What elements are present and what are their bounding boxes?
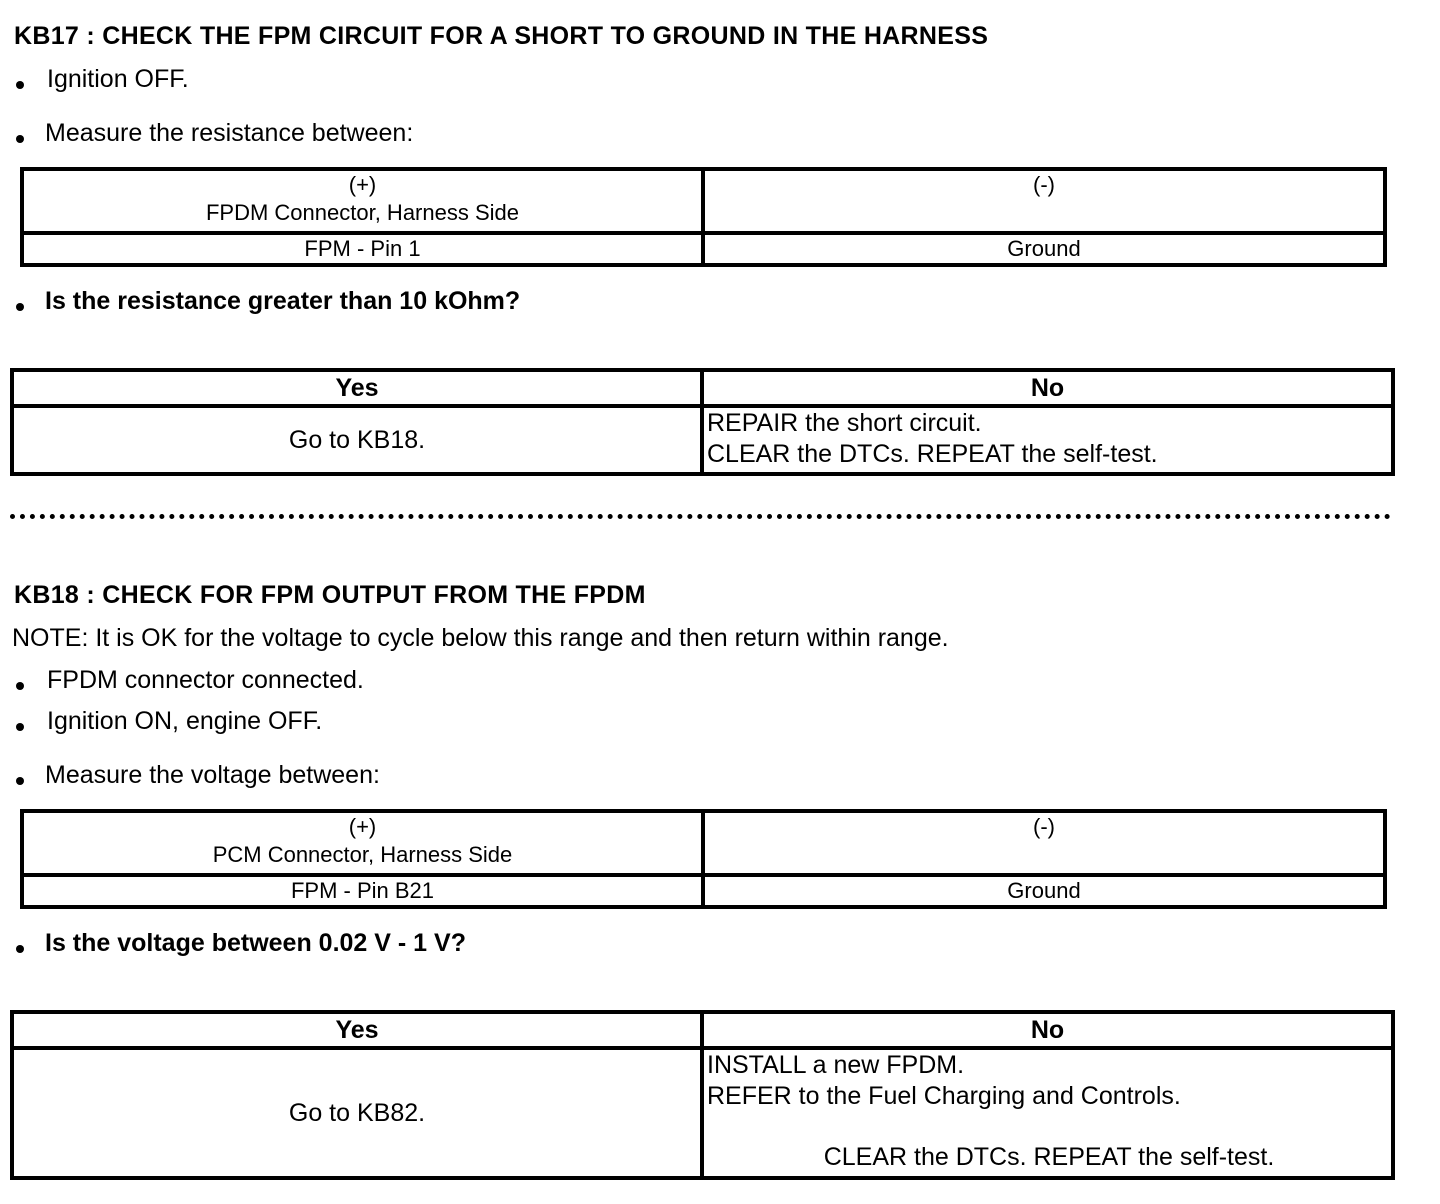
kb18-no-action	[702, 1048, 1393, 1178]
bullet-icon	[16, 135, 24, 143]
kb17-step-measure: Measure the resistance between:	[45, 119, 414, 147]
minus-symbol: (-)	[1033, 172, 1055, 197]
kb17-step-ignition-off: Ignition OFF.	[47, 65, 189, 93]
kb18-measure-table	[20, 809, 1387, 909]
bullet-icon	[16, 682, 24, 690]
kb18-heading: KB18 : CHECK FOR FPM OUTPUT FROM THE FPDM	[14, 581, 646, 609]
section-divider	[10, 514, 1391, 519]
kb18-yes-action: Go to KB82.	[12, 1048, 702, 1178]
kb17-measure-table	[20, 167, 1387, 267]
kb17-no-line: REPAIR the short circuit.	[707, 409, 982, 437]
kb17-heading: KB17 : CHECK THE FPM CIRCUIT FOR A SHORT TO GROUND IN THE HARNESS	[14, 22, 989, 50]
kb17-minus-value: Ground	[703, 233, 1385, 265]
plus-symbol: (+)	[348, 172, 377, 197]
kb17-plus-value: FPM - Pin 1	[22, 233, 703, 265]
kb18-step-measure: Measure the voltage between:	[45, 761, 380, 789]
kb18-no-header: No	[702, 1012, 1393, 1048]
bullet-icon	[16, 81, 24, 89]
kb18-plus-header	[22, 811, 703, 875]
bullet-icon	[16, 777, 24, 785]
kb18-no-line: CLEAR the DTCs. REPEAT the self-test.	[823, 1143, 1275, 1171]
kb17-plus-header	[22, 169, 703, 233]
kb17-yes-header: Yes	[12, 370, 702, 406]
kb18-step-ignition-on: Ignition ON, engine OFF.	[47, 707, 323, 735]
bullet-icon	[16, 303, 24, 311]
kb18-plus-label: PCM Connector, Harness Side	[212, 842, 513, 867]
kb18-plus-value: FPM - Pin B21	[22, 875, 703, 907]
bullet-icon	[16, 945, 24, 953]
bullet-icon	[16, 723, 24, 731]
kb18-note: NOTE: It is OK for the voltage to cycle below this range and then return within range.	[12, 624, 949, 652]
kb18-minus-header	[703, 811, 1385, 875]
kb18-minus-value: Ground	[703, 875, 1385, 907]
kb17-result-table	[10, 368, 1395, 476]
kb17-no-action	[702, 406, 1393, 474]
minus-symbol: (-)	[1033, 814, 1055, 839]
kb17-plus-label: FPDM Connector, Harness Side	[205, 200, 520, 225]
kb17-no-line: CLEAR the DTCs. REPEAT the self-test.	[707, 440, 1158, 468]
kb17-minus-header	[703, 169, 1385, 233]
kb17-no-header: No	[702, 370, 1393, 406]
kb18-question: Is the voltage between 0.02 V - 1 V?	[45, 929, 466, 957]
kb17-question: Is the resistance greater than 10 kOhm?	[45, 287, 521, 315]
kb18-step-connector: FPDM connector connected.	[47, 666, 364, 694]
kb18-no-line: REFER to the Fuel Charging and Controls.	[707, 1082, 1181, 1110]
kb18-yes-header: Yes	[12, 1012, 702, 1048]
kb17-yes-action: Go to KB18.	[12, 406, 702, 474]
plus-symbol: (+)	[348, 814, 377, 839]
kb18-result-table	[10, 1010, 1395, 1180]
kb18-no-line: INSTALL a new FPDM.	[707, 1051, 965, 1079]
